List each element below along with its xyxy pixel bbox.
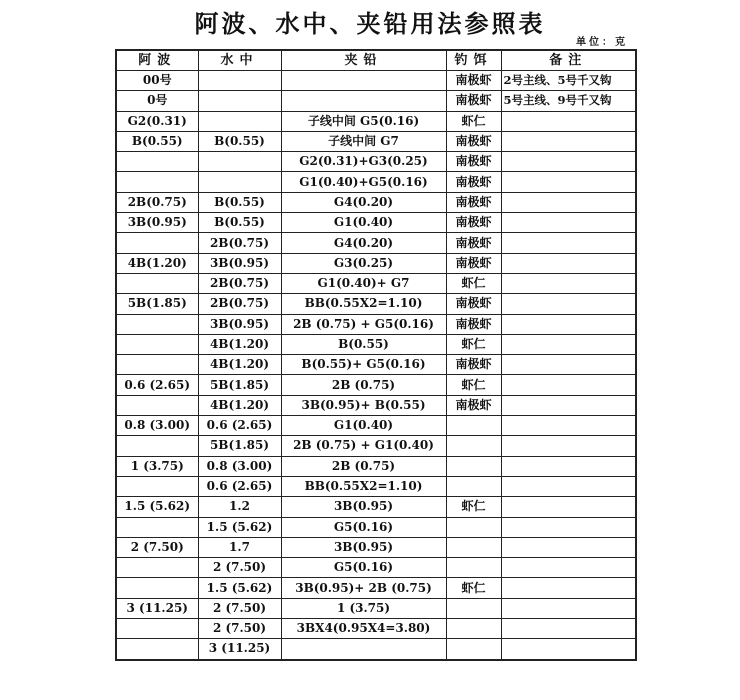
jiaqian-cell: 3B(0.95)+ 2B (0.75): [281, 578, 446, 598]
bait-cell: 南极虾: [446, 395, 501, 415]
header-notes: 备注: [501, 50, 636, 71]
table-row: [116, 334, 636, 354]
shuizhong-cell: 2 (7.50): [198, 598, 281, 618]
shuizhong-cell: 1.7: [198, 537, 281, 557]
bait-cell: 虾仁: [446, 334, 501, 354]
bait-cell: 南极虾: [446, 71, 501, 91]
header-row: [116, 50, 636, 71]
bait-cell: [446, 558, 501, 578]
jiaqian-cell: G4(0.20): [281, 233, 446, 253]
table-row: [116, 172, 636, 192]
shuizhong-cell: 5B(1.85): [198, 375, 281, 395]
abo-cell: 3 (11.25): [116, 598, 198, 618]
abo-cell: [116, 355, 198, 375]
abo-cell: 0.8 (3.00): [116, 416, 198, 436]
table-row: [116, 456, 636, 476]
shuizhong-cell: 2B(0.75): [198, 233, 281, 253]
table-row: [116, 619, 636, 639]
abo-cell: 2B(0.75): [116, 192, 198, 212]
bait-cell: 虾仁: [446, 273, 501, 293]
bait-cell: 南极虾: [446, 172, 501, 192]
bait-cell: 虾仁: [446, 375, 501, 395]
bait-cell: 虾仁: [446, 497, 501, 517]
jiaqian-cell: B(0.55): [281, 334, 446, 354]
notes-cell: [501, 375, 636, 395]
shuizhong-cell: 0.6 (2.65): [198, 416, 281, 436]
bait-cell: 南极虾: [446, 294, 501, 314]
bait-cell: 虾仁: [446, 111, 501, 131]
bait-cell: 南极虾: [446, 213, 501, 233]
table-row: [116, 436, 636, 456]
abo-cell: 0.6 (2.65): [116, 375, 198, 395]
shuizhong-cell: 3B(0.95): [198, 253, 281, 273]
abo-cell: [116, 314, 198, 334]
table-row: [116, 91, 636, 111]
jiaqian-cell: 2B (0.75) + G5(0.16): [281, 314, 446, 334]
jiaqian-cell: G1(0.40)+ G7: [281, 273, 446, 293]
jiaqian-cell: BB(0.55X2=1.10): [281, 294, 446, 314]
table-row: [116, 273, 636, 293]
table-row: [116, 111, 636, 131]
shuizhong-cell: 1.5 (5.62): [198, 578, 281, 598]
jiaqian-cell: 3B(0.95): [281, 497, 446, 517]
shuizhong-cell: 4B(1.20): [198, 334, 281, 354]
bait-cell: [446, 537, 501, 557]
shuizhong-cell: 0.8 (3.00): [198, 456, 281, 476]
notes-cell: [501, 476, 636, 496]
bait-cell: [446, 436, 501, 456]
notes-cell: [501, 233, 636, 253]
header-jiaqian: 夹铅: [281, 50, 446, 71]
jiaqian-cell: G5(0.16): [281, 558, 446, 578]
bait-cell: 南极虾: [446, 253, 501, 273]
bait-cell: [446, 517, 501, 537]
abo-cell: 3B(0.95): [116, 213, 198, 233]
notes-cell: [501, 253, 636, 273]
bait-cell: [446, 476, 501, 496]
shuizhong-cell: [198, 71, 281, 91]
bait-cell: [446, 416, 501, 436]
table-row: [116, 314, 636, 334]
jiaqian-cell: G4(0.20): [281, 192, 446, 212]
jiaqian-cell: [281, 639, 446, 660]
abo-cell: 1.5 (5.62): [116, 497, 198, 517]
abo-cell: [116, 172, 198, 192]
abo-cell: [116, 517, 198, 537]
table-row: [116, 537, 636, 557]
table-row: [116, 152, 636, 172]
notes-cell: 2号主线、5号千又钩: [501, 71, 636, 91]
jiaqian-cell: 3B(0.95): [281, 537, 446, 557]
notes-cell: [501, 395, 636, 415]
shuizhong-cell: 2 (7.50): [198, 619, 281, 639]
bait-cell: 南极虾: [446, 233, 501, 253]
notes-cell: [501, 111, 636, 131]
notes-cell: [501, 172, 636, 192]
jiaqian-cell: G1(0.40): [281, 416, 446, 436]
shuizhong-cell: 2 (7.50): [198, 558, 281, 578]
bait-cell: [446, 598, 501, 618]
table-row: [116, 416, 636, 436]
table-row: [116, 476, 636, 496]
reference-table: [115, 49, 637, 661]
jiaqian-cell: G3(0.25): [281, 253, 446, 273]
jiaqian-cell: 子线中间 G5(0.16): [281, 111, 446, 131]
notes-cell: [501, 456, 636, 476]
notes-cell: [501, 334, 636, 354]
table-row: [116, 639, 636, 660]
notes-cell: [501, 558, 636, 578]
notes-cell: [501, 213, 636, 233]
notes-cell: [501, 192, 636, 212]
jiaqian-cell: 2B (0.75): [281, 375, 446, 395]
header-bait: 钓饵: [446, 50, 501, 71]
jiaqian-cell: 2B (0.75): [281, 456, 446, 476]
table-row: [116, 517, 636, 537]
bait-cell: 南极虾: [446, 131, 501, 151]
notes-cell: [501, 152, 636, 172]
abo-cell: 5B(1.85): [116, 294, 198, 314]
abo-cell: 4B(1.20): [116, 253, 198, 273]
table-row: [116, 213, 636, 233]
jiaqian-cell: [281, 71, 446, 91]
unit-label: 单位：克: [576, 37, 628, 48]
bait-cell: 南极虾: [446, 91, 501, 111]
jiaqian-cell: G1(0.40): [281, 213, 446, 233]
notes-cell: 5号主线、9号千又钩: [501, 91, 636, 111]
abo-cell: [116, 334, 198, 354]
jiaqian-cell: G5(0.16): [281, 517, 446, 537]
notes-cell: [501, 598, 636, 618]
shuizhong-cell: 4B(1.20): [198, 355, 281, 375]
shuizhong-cell: [198, 172, 281, 192]
jiaqian-cell: 1 (3.75): [281, 598, 446, 618]
shuizhong-cell: B(0.55): [198, 192, 281, 212]
table-row: [116, 375, 636, 395]
abo-cell: G2(0.31): [116, 111, 198, 131]
shuizhong-cell: 4B(1.20): [198, 395, 281, 415]
bait-cell: 虾仁: [446, 578, 501, 598]
abo-cell: 00号: [116, 71, 198, 91]
abo-cell: [116, 639, 198, 660]
abo-cell: [116, 436, 198, 456]
shuizhong-cell: [198, 111, 281, 131]
jiaqian-cell: 2B (0.75) + G1(0.40): [281, 436, 446, 456]
notes-cell: [501, 273, 636, 293]
abo-cell: [116, 619, 198, 639]
bait-cell: 南极虾: [446, 314, 501, 334]
table-row: [116, 497, 636, 517]
abo-cell: [116, 578, 198, 598]
shuizhong-cell: [198, 152, 281, 172]
header-shuizhong: 水中: [198, 50, 281, 71]
jiaqian-cell: G2(0.31)+G3(0.25): [281, 152, 446, 172]
jiaqian-cell: BB(0.55X2=1.10): [281, 476, 446, 496]
shuizhong-cell: 5B(1.85): [198, 436, 281, 456]
bait-cell: [446, 456, 501, 476]
shuizhong-cell: 3B(0.95): [198, 314, 281, 334]
abo-cell: B(0.55): [116, 131, 198, 151]
table-row: [116, 395, 636, 415]
table-row: [116, 253, 636, 273]
jiaqian-cell: 3B(0.95)+ B(0.55): [281, 395, 446, 415]
notes-cell: [501, 497, 636, 517]
notes-cell: [501, 294, 636, 314]
abo-cell: 1 (3.75): [116, 456, 198, 476]
table-row: [116, 131, 636, 151]
shuizhong-cell: [198, 91, 281, 111]
shuizhong-cell: 1.2: [198, 497, 281, 517]
notes-cell: [501, 416, 636, 436]
table-row: [116, 71, 636, 91]
abo-cell: [116, 558, 198, 578]
jiaqian-cell: 子线中间 G7: [281, 131, 446, 151]
abo-cell: [116, 273, 198, 293]
table-row: [116, 578, 636, 598]
jiaqian-cell: 3BX4(0.95X4=3.80): [281, 619, 446, 639]
abo-cell: [116, 233, 198, 253]
abo-cell: 0号: [116, 91, 198, 111]
notes-cell: [501, 639, 636, 660]
jiaqian-cell: G1(0.40)+G5(0.16): [281, 172, 446, 192]
notes-cell: [501, 131, 636, 151]
table-row: [116, 192, 636, 212]
abo-cell: [116, 476, 198, 496]
page-title: 阿波、水中、夹铅用法参照表: [194, 10, 546, 38]
shuizhong-cell: B(0.55): [198, 213, 281, 233]
table-row: [116, 355, 636, 375]
jiaqian-cell: B(0.55)+ G5(0.16): [281, 355, 446, 375]
bait-cell: [446, 639, 501, 660]
shuizhong-cell: 0.6 (2.65): [198, 476, 281, 496]
shuizhong-cell: B(0.55): [198, 131, 281, 151]
table-row: [116, 558, 636, 578]
table-row: [116, 294, 636, 314]
bait-cell: 南极虾: [446, 355, 501, 375]
notes-cell: [501, 619, 636, 639]
shuizhong-cell: 3 (11.25): [198, 639, 281, 660]
header-abo: 阿波: [116, 50, 198, 71]
bait-cell: 南极虾: [446, 192, 501, 212]
table-row: [116, 233, 636, 253]
abo-cell: [116, 152, 198, 172]
notes-cell: [501, 537, 636, 557]
jiaqian-cell: [281, 91, 446, 111]
notes-cell: [501, 578, 636, 598]
notes-cell: [501, 314, 636, 334]
shuizhong-cell: 1.5 (5.62): [198, 517, 281, 537]
bait-cell: 南极虾: [446, 152, 501, 172]
notes-cell: [501, 355, 636, 375]
abo-cell: 2 (7.50): [116, 537, 198, 557]
notes-cell: [501, 436, 636, 456]
shuizhong-cell: 2B(0.75): [198, 294, 281, 314]
bait-cell: [446, 619, 501, 639]
table-row: [116, 598, 636, 618]
abo-cell: [116, 395, 198, 415]
shuizhong-cell: 2B(0.75): [198, 273, 281, 293]
notes-cell: [501, 517, 636, 537]
